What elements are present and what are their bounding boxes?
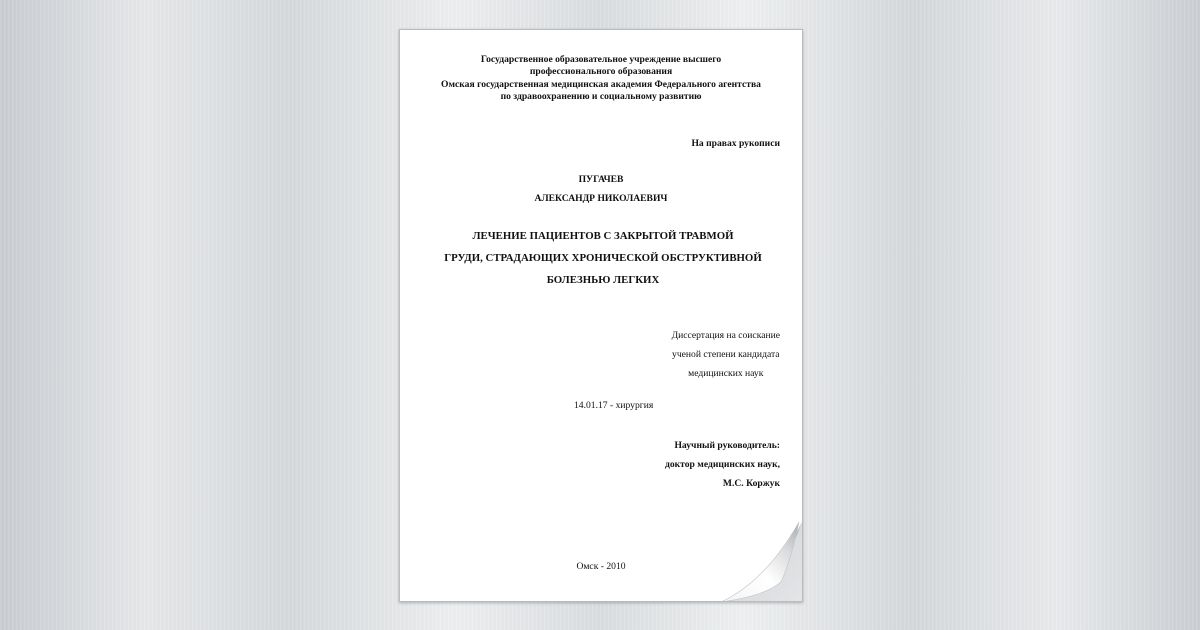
advisor-line: Научный руководитель: xyxy=(674,440,780,451)
author-surname: ПУГАЧЕВ xyxy=(578,174,624,185)
specialty-code: 14.01.17 - хирургия xyxy=(574,400,654,411)
manuscript-note: На правах рукописи xyxy=(691,138,780,149)
institution-line: Государственное образовательное учреждение высшего xyxy=(480,54,722,65)
degree-line: Диссертация на соискание xyxy=(671,330,780,341)
institution-line: Омская государственная медицинская академия Федерального агентства xyxy=(441,78,761,90)
city-year: Омск - 2010 xyxy=(576,561,626,572)
scientific-advisor xyxy=(665,436,780,493)
institution-header xyxy=(420,54,782,104)
author-name: АЛЕКСАНДР НИКОЛАЕВИЧ xyxy=(534,193,668,204)
institution-line: по здравоохранению и социальному развитию xyxy=(500,91,702,103)
degree-statement xyxy=(672,326,780,383)
title-line: БОЛЕЗНЬЮ ЛЕГКИХ xyxy=(546,274,660,286)
degree-line: медицинских наук xyxy=(688,368,764,379)
title-line: ГРУДИ, СТРАДАЮЩИХ ХРОНИЧЕСКОЙ ОБСТРУКТИВНОЙ xyxy=(444,252,762,264)
document-page xyxy=(399,29,803,602)
advisor-line: доктор медицинских наук, xyxy=(665,459,780,470)
institution-line: профессионального образования xyxy=(529,66,673,78)
page-curl-icon xyxy=(721,520,803,602)
advisor-line: М.С. Коржук xyxy=(722,478,780,489)
degree-line: ученой степени кандидата xyxy=(672,349,780,360)
dissertation-title xyxy=(422,225,784,291)
title-line: ЛЕЧЕНИЕ ПАЦИЕНТОВ С ЗАКРЫТОЙ ТРАВМОЙ xyxy=(472,230,734,242)
